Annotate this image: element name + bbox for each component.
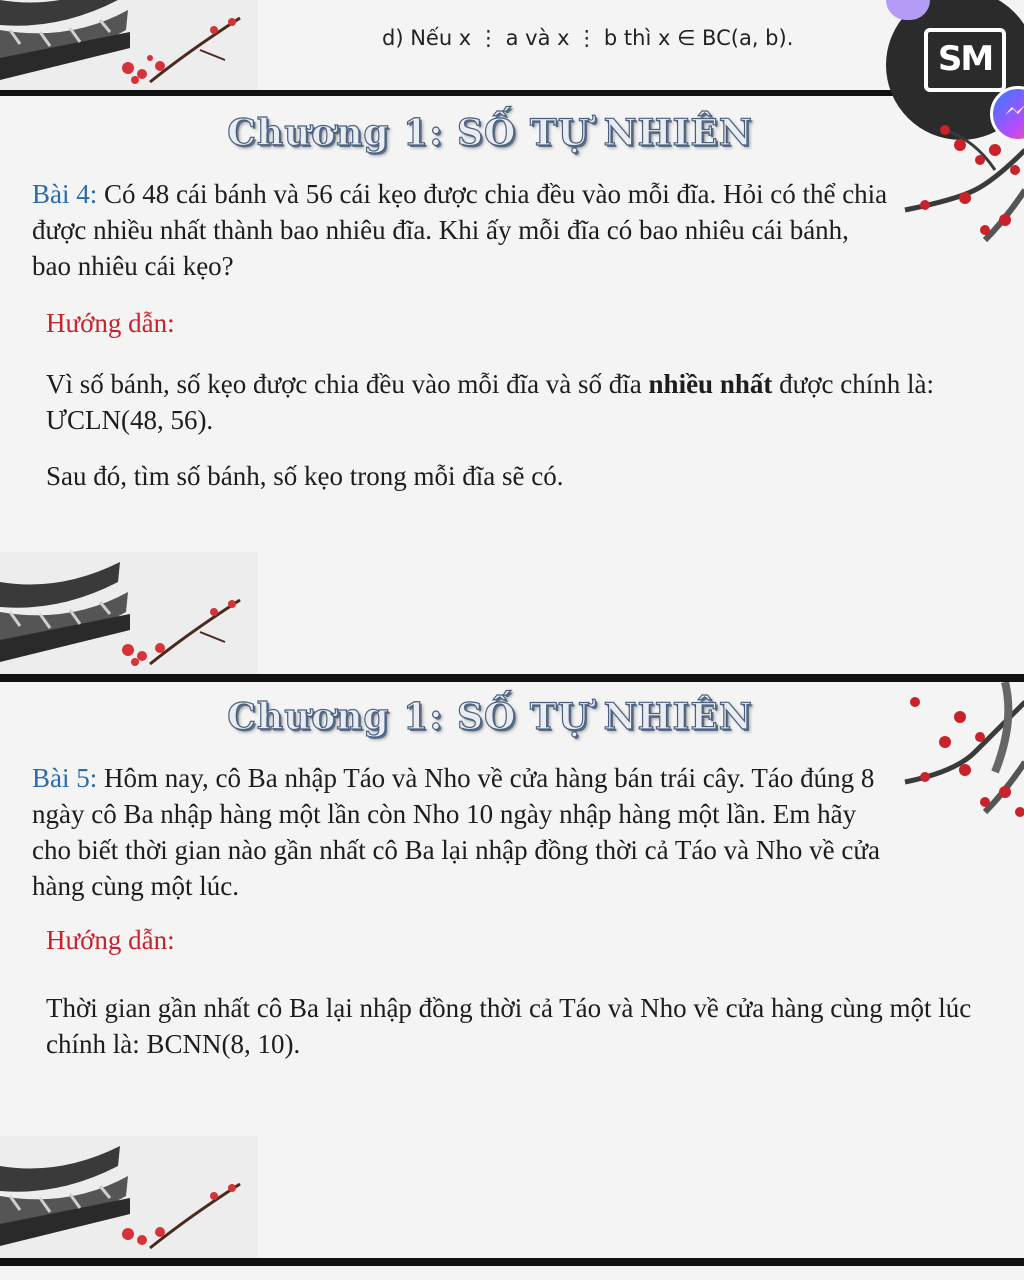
blossom-decoration-icon <box>885 110 1024 260</box>
chapter-title: Chương 1: SỐ TỰ NHIÊN <box>227 696 753 738</box>
blossom-decoration-icon <box>885 682 1024 832</box>
hint-paragraph: Thời gian gần nhất cô Ba lại nhập đồng thời cả Táo và Nho về cửa hàng cùng một lúc chính là: BCNN(8, 10). <box>46 993 972 1059</box>
guide-heading: Hướng dẫn: <box>46 925 175 955</box>
page-divider <box>0 90 1024 96</box>
guide-heading: Hướng dẫn: <box>46 308 175 338</box>
problem-body: Có 48 cái bánh và 56 cái kẹo được chia đều vào mỗi đĩa. Hỏi có thể chia được nhiều nhất thành bao nhiêu đĩa. Khi ấy mỗi đĩa có bao nhiêu cái bánh, bao nhiêu cái kẹo? <box>32 179 888 281</box>
problem-text <box>32 176 892 284</box>
roof-blossom-decoration <box>0 1136 258 1258</box>
problem-text <box>32 760 892 904</box>
problem-body: Hôm nay, cô Ba nhập Táo và Nho về cửa hàng bán trái cây. Táo đúng 8 ngày cô Ba nhập hàng một lần còn Nho 10 ngày nhập hàng một lần. Em hãy cho biết thời gian nào gần nhất cô Ba lại nhập đồng thời cả Táo và Nho về cửa hàng cùng một lúc. <box>32 763 880 901</box>
roof-blossom-decoration <box>0 0 258 92</box>
problem-label: Bài 4: <box>32 179 98 209</box>
hint-paragraph: Vì số bánh, số kẹo được chia đều vào mỗi đĩa và số đĩa nhiều nhất được chính là: ƯCLN(48, 56). <box>46 369 934 435</box>
page-divider <box>0 1258 1024 1266</box>
top-statement: d) Nếu x ⋮ a và x ⋮ b thì x ∈ BC(a, b). <box>382 26 794 50</box>
chapter-title: Chương 1: SỐ TỰ NHIÊN <box>227 112 753 154</box>
roof-blossom-decoration <box>0 552 258 674</box>
logo-text: SM <box>924 28 1006 92</box>
bold-emphasis: nhiều nhất <box>648 369 773 399</box>
page-divider <box>0 674 1024 682</box>
problem-label: Bài 5: <box>32 763 98 793</box>
hint-paragraph-2: Sau đó, tìm số bánh, số kẹo trong mỗi đĩa sẽ có. <box>46 461 564 491</box>
